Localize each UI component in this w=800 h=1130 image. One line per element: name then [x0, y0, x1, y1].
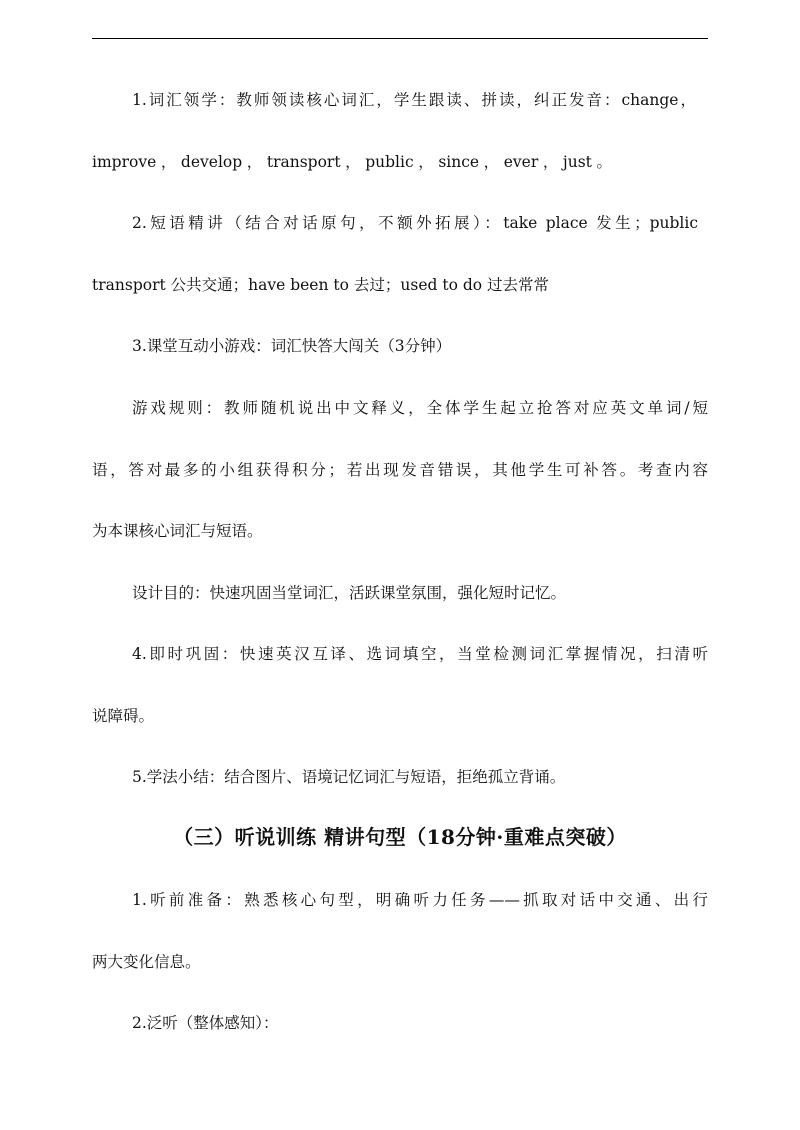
paragraph-line: 说障碍。 [92, 707, 155, 725]
paragraph-line: 2.短语精讲（结合对话原句，不额外拓展）：take place 发生；public [132, 214, 698, 232]
paragraph-line: 1.词汇领学：教师领读核心词汇，学生跟读、拼读，纠正发音：change， [132, 91, 696, 109]
paragraph-line: 设计目的：快速巩固当堂词汇，活跃课堂氛围，强化短时记忆。 [132, 584, 567, 602]
paragraph-line: 游戏规则：教师随机说出中文释义，全体学生起立抢答对应英文单词/短 [132, 399, 708, 417]
paragraph-line: 1.听前准备：熟悉核心句型，明确听力任务——抓取对话中交通、出行 [132, 891, 708, 909]
paragraph-line: improve，develop，transport，public，since，ever，just。 [92, 153, 612, 171]
paragraph-line: 5.学法小结：结合图片、语境记忆词汇与短语，拒绝孤立背诵。 [132, 768, 566, 786]
paragraph-line: 两大变化信息。 [92, 953, 201, 971]
paragraph-line: 3.课堂互动小游戏：词汇快答大闯关（3分钟） [132, 337, 452, 355]
paragraph-line: 语，答对最多的小组获得积分；若出现发音错误，其他学生可补答。考查内容 [92, 461, 708, 479]
paragraph-line: 为本课核心词汇与短语。 [92, 522, 263, 540]
paragraph-line: 2.泛听（整体感知）： [132, 1014, 279, 1032]
paragraph-line: 4.即时巩固：快速英汉互译、选词填空，当堂检测词汇掌握情况，扫清听 [132, 645, 708, 663]
section-heading: （三）听说训练 精讲句型（18分钟·重难点突破） [173, 825, 627, 849]
header-rule [92, 38, 708, 39]
paragraph-line: transport 公共交通；have been to 去过；used to do 过去常常 [92, 276, 550, 294]
